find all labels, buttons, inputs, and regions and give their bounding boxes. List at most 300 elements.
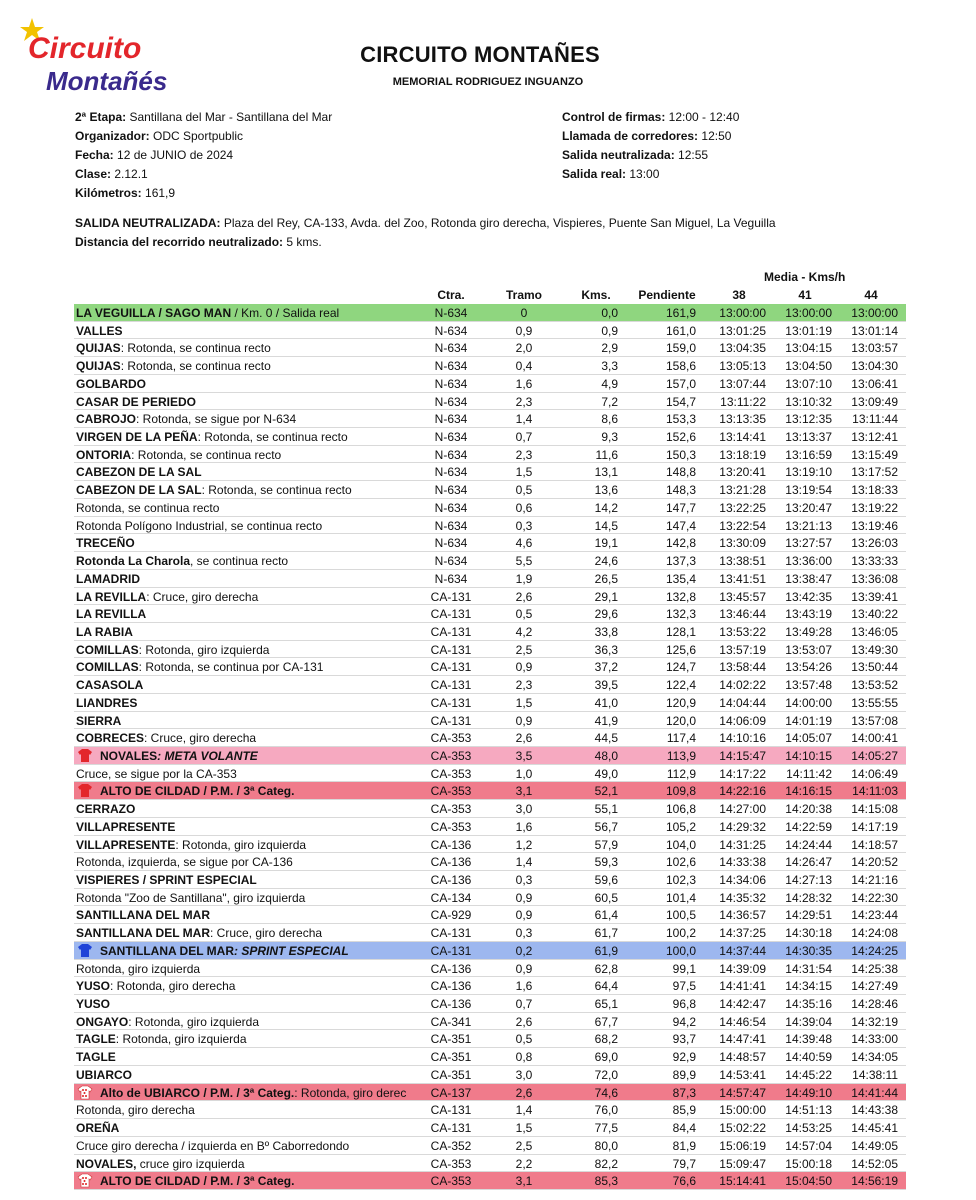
row-tramo: 0,9: [515, 961, 533, 976]
row-tramo: 1,2: [515, 837, 533, 852]
row-pend: 148,8: [665, 465, 696, 480]
row-place-note: , se continua recto: [190, 554, 289, 569]
row-tramo: 0: [520, 306, 528, 320]
table-row: [74, 694, 906, 712]
info_left-label: Fecha:: [75, 148, 114, 162]
row-place: [76, 483, 416, 497]
row-t44: 14:00:41: [851, 731, 898, 746]
neutral-value: Plaza del Rey, CA-133, Avda. del Zoo, Rotonda giro derecha, Vispieres, Puente San Miguel, La Veguilla: [220, 216, 776, 230]
row-kms: 13,6: [594, 483, 618, 498]
row-kms: 60,5: [594, 890, 618, 905]
row-place-name: LIANDRES: [76, 695, 138, 710]
row-place: [76, 625, 416, 639]
row-t44: 14:28:46: [851, 997, 898, 1012]
row-t41: 13:54:26: [785, 660, 832, 675]
row-t38: 14:42:47: [719, 997, 766, 1012]
row-t38: 14:17:22: [719, 766, 766, 781]
row-t41: 14:40:59: [785, 1050, 832, 1065]
row-place-note: Rotonda, giro derecha: [76, 1103, 195, 1118]
row-pend: 161,9: [665, 306, 696, 320]
row-place: [76, 430, 416, 444]
row-t41: 13:36:00: [785, 554, 832, 569]
row-pend: 117,4: [666, 731, 696, 746]
row-place-name: QUIJAS: [76, 359, 121, 374]
row-ctra: CA-136: [430, 855, 472, 870]
row-place-name: LA REVILLA: [76, 589, 147, 604]
row-t38: 13:53:22: [719, 624, 766, 639]
row-t38: 14:15:47: [719, 748, 766, 763]
row-tramo: 1,9: [515, 571, 533, 586]
polka-jersey-icon: [78, 1086, 92, 1099]
row-tramo: 0,9: [515, 660, 533, 675]
row-pend: 89,9: [672, 1067, 696, 1082]
row-kms: 74,6: [594, 1085, 618, 1100]
row-t38: 14:31:25: [719, 837, 766, 852]
row-kms: 8,6: [601, 412, 618, 427]
row-pend: 128,1: [665, 624, 696, 639]
neutral-line: [75, 214, 935, 233]
row-t38: 14:22:16: [719, 784, 766, 799]
col-speed-44: 44: [864, 288, 878, 302]
row-t41: 14:11:42: [786, 766, 832, 781]
row-t41: 14:01:19: [785, 713, 832, 728]
table-row: [74, 853, 906, 871]
row-place: [76, 802, 416, 816]
row-ctra: N-634: [434, 465, 468, 480]
row-pend: 159,0: [665, 341, 696, 356]
row-place-note: : Rotonda, se continua por CA-131: [138, 660, 324, 675]
info_left-label: Kilómetros:: [75, 186, 142, 200]
row-t44: 13:50:44: [851, 660, 898, 675]
row-t44: 13:49:30: [851, 642, 898, 657]
row-pend: 112,9: [666, 766, 696, 781]
row-ctra: CA-137: [430, 1085, 472, 1100]
row-place: [76, 554, 416, 568]
row-kms: 55,1: [594, 802, 618, 817]
row-ctra: N-634: [434, 306, 468, 320]
row-t44: 14:38:11: [852, 1067, 898, 1082]
row-tramo: 0,8: [515, 1050, 533, 1065]
row-tramo: 0,7: [515, 430, 533, 445]
row-place-name: SANTILLANA DEL MAR: [76, 926, 210, 941]
row-t41: 13:04:15: [785, 341, 832, 356]
row-t44: 13:33:33: [851, 554, 898, 569]
route-table: [74, 304, 906, 1190]
info_left-value: 2.12.1: [111, 167, 148, 181]
table-row: [74, 871, 906, 889]
row-place-note: : Rotonda, se continua recto: [131, 447, 282, 462]
row-place-note: Rotonda "Zoo de Santillana", giro izquierda: [76, 890, 306, 905]
row-place-name: LA RABIA: [76, 624, 133, 639]
row-t44: 14:24:08: [851, 926, 898, 941]
table-row: [74, 1172, 906, 1190]
row-t44: 14:32:19: [851, 1014, 898, 1029]
table-row: [74, 712, 906, 730]
row-t38: 14:27:00: [719, 802, 766, 817]
row-tramo: 5,5: [515, 554, 533, 569]
col-speed-41: 41: [798, 288, 812, 302]
row-tramo: 0,9: [515, 713, 533, 728]
row-t41: 13:53:07: [785, 642, 832, 657]
row-place: [76, 1050, 416, 1064]
info_right-line: [562, 146, 922, 165]
row-ctra: CA-134: [430, 890, 472, 905]
row-tramo: 1,6: [515, 979, 533, 994]
table-row: [74, 1030, 906, 1048]
row-ctra: N-634: [434, 323, 468, 338]
red-jersey-icon: [78, 784, 92, 797]
row-place-note: : Rotonda, se continua recto: [120, 341, 271, 356]
row-place: [76, 997, 416, 1011]
row-tramo: 3,0: [515, 1067, 533, 1082]
row-ctra: CA-131: [430, 695, 472, 710]
row-kms: 33,8: [594, 624, 618, 639]
row-ctra: CA-353: [430, 1156, 472, 1171]
row-kms: 0,9: [601, 323, 618, 338]
row-t44: 13:15:49: [851, 447, 898, 462]
row-t44: 13:26:03: [851, 536, 898, 551]
row-place: [76, 838, 416, 852]
row-place-name: TRECEÑO: [76, 536, 135, 551]
table-row: [74, 339, 906, 357]
row-kms: 68,2: [594, 1032, 618, 1047]
row-kms: 82,2: [594, 1156, 618, 1171]
row-ctra: N-634: [434, 447, 468, 462]
page-title: CIRCUITO MONTAÑES: [360, 42, 600, 67]
row-place: [76, 962, 416, 976]
row-t38: 13:11:22: [720, 394, 766, 409]
row-t41: 14:30:18: [785, 926, 832, 941]
row-pend: 147,4: [665, 518, 696, 533]
row-t38: 14:39:09: [719, 961, 766, 976]
row-ctra: CA-136: [430, 837, 472, 852]
row-place: [76, 341, 416, 355]
info_right-value: 12:00 - 12:40: [665, 110, 740, 124]
row-place-name: LA VEGUILLA / SAGO MAN: [76, 306, 232, 320]
row-place: [76, 714, 416, 728]
row-t38: 14:48:57: [719, 1050, 766, 1065]
table-row: [74, 1101, 906, 1119]
row-t38: 13:00:00: [719, 306, 766, 320]
row-place-name: ALTO DE CILDAD / P.M. / 3ª Categ.: [100, 1174, 295, 1189]
row-pend: 161,0: [665, 323, 696, 338]
row-place-name: NOVALES: [100, 748, 158, 763]
row-place-name: CERRAZO: [76, 802, 136, 817]
row-t41: 14:10:15: [785, 748, 832, 763]
row-pend: 148,3: [665, 483, 696, 498]
row-tramo: 0,3: [515, 873, 533, 887]
table-row: [74, 552, 906, 570]
table-row: [74, 410, 906, 428]
info_left-value: 161,9: [141, 186, 176, 200]
row-t38: 13:30:09: [719, 536, 766, 551]
row-place: [76, 536, 416, 550]
row-place: [100, 1174, 416, 1188]
row-t41: 13:13:37: [785, 430, 832, 445]
row-ctra: N-634: [434, 554, 468, 569]
table-row: [74, 836, 906, 854]
row-t44: 14:41:44: [851, 1085, 898, 1100]
row-t44: 14:06:49: [851, 766, 898, 781]
row-pend: 84,4: [672, 1121, 696, 1136]
row-t44: 14:20:52: [851, 855, 898, 870]
row-kms: 61,4: [594, 908, 618, 923]
row-ctra: CA-353: [430, 766, 472, 781]
row-ctra: CA-353: [430, 819, 472, 834]
row-t41: 13:19:54: [785, 483, 832, 498]
row-pend: 102,3: [665, 873, 696, 887]
row-pend: 76,6: [672, 1174, 696, 1189]
row-ctra: N-634: [434, 571, 468, 586]
row-t41: 14:26:47: [785, 855, 832, 870]
row-tramo: 4,2: [515, 624, 533, 639]
row-t41: 13:27:57: [785, 536, 832, 551]
table-row: [74, 800, 906, 818]
row-t44: 14:18:57: [851, 837, 898, 852]
row-t38: 15:02:22: [719, 1121, 766, 1136]
row-kms: 19,1: [594, 536, 618, 551]
row-ctra: CA-351: [430, 1050, 472, 1065]
row-place-name: YUSO: [76, 997, 111, 1012]
row-t38: 13:45:57: [719, 589, 766, 604]
row-place-name: ONGAYO: [76, 1014, 129, 1029]
row-place-name: UBIARCO: [76, 1067, 132, 1082]
info_right-value: 12:55: [674, 148, 709, 162]
row-t44: 14:15:08: [851, 802, 898, 817]
table-row: [74, 1155, 906, 1173]
row-kms: 57,9: [594, 837, 618, 852]
row-kms: 80,0: [594, 1138, 618, 1153]
row-t41: 13:07:10: [785, 376, 832, 391]
row-t38: 14:10:16: [719, 731, 766, 746]
row-tramo: 1,5: [515, 695, 533, 710]
row-kms: 2,9: [601, 341, 618, 356]
row-tramo: 0,6: [515, 500, 533, 515]
row-ctra: N-634: [434, 341, 468, 356]
row-t38: 14:46:54: [719, 1014, 766, 1029]
row-t41: 14:05:07: [785, 731, 832, 746]
info_left-label: Organizador:: [75, 129, 150, 143]
row-t38: 14:37:44: [719, 943, 766, 958]
row-place-note: : Rotonda, giro derecha: [110, 979, 236, 994]
row-place: [76, 590, 416, 604]
table-row: [74, 889, 906, 907]
table-row: [74, 729, 906, 747]
row-pend: 102,6: [665, 855, 696, 870]
row-tramo: 2,3: [515, 394, 533, 409]
row-pend: 94,2: [672, 1014, 696, 1029]
row-tramo: 2,6: [515, 589, 533, 604]
table-row: [74, 623, 906, 641]
row-place: [76, 678, 416, 692]
row-place: [76, 767, 416, 781]
row-ctra: CA-131: [430, 589, 472, 604]
row-t41: 14:39:48: [785, 1032, 832, 1047]
table-row: [74, 676, 906, 694]
row-t38: 13:57:19: [719, 642, 766, 657]
row-ctra: CA-131: [430, 1121, 472, 1136]
row-place: [76, 395, 416, 409]
row-place: [76, 448, 416, 462]
row-place: [76, 643, 416, 657]
row-pend: 99,1: [672, 961, 696, 976]
table-row: [74, 588, 906, 606]
table-row: [74, 995, 906, 1013]
row-tramo: 2,3: [515, 447, 533, 462]
row-tramo: 2,6: [515, 1085, 533, 1100]
info_left-label: Clase:: [75, 167, 112, 181]
row-place-name: VILLAPRESENTE: [76, 819, 176, 834]
row-t38: 14:29:32: [719, 819, 766, 834]
row-place: [76, 1068, 416, 1082]
row-t44: 13:19:22: [851, 500, 898, 515]
row-kms: 11,6: [595, 447, 618, 462]
row-place-note: : Cruce, giro derecha: [144, 731, 257, 746]
row-pend: 158,6: [665, 359, 696, 374]
row-kms: 61,7: [594, 926, 618, 941]
row-tramo: 2,0: [515, 341, 533, 356]
row-place-note: / Km. 0 / Salida real: [231, 306, 340, 320]
row-t38: 13:22:54: [719, 518, 766, 533]
info_right-value: 13:00: [626, 167, 660, 181]
row-kms: 4,9: [601, 376, 618, 391]
table-header: [74, 286, 906, 303]
row-place-note: Rotonda, izquierda, se sigue por CA-136: [76, 855, 293, 870]
table-row: [74, 924, 906, 942]
row-place-name: LA REVILLA: [76, 607, 147, 622]
row-pend: 79,7: [672, 1156, 696, 1171]
row-t44: 13:18:33: [851, 483, 898, 498]
row-t41: 13:04:50: [785, 359, 832, 374]
row-kms: 29,6: [594, 607, 618, 622]
row-place-name: QUIJAS: [76, 341, 121, 356]
info_left-line: [75, 165, 495, 184]
row-t41: 15:00:18: [785, 1156, 832, 1171]
logo-line1: Circuito: [28, 32, 142, 65]
row-ctra: CA-131: [430, 926, 472, 941]
row-place: [76, 926, 416, 940]
row-place-note: : Rotonda, se continua recto: [197, 430, 348, 445]
row-t44: 14:45:41: [851, 1121, 898, 1136]
row-ctra: N-634: [434, 394, 468, 409]
row-place: [76, 519, 416, 533]
row-t41: 13:16:59: [785, 447, 832, 462]
row-ctra: CA-352: [430, 1138, 472, 1153]
row-t44: 14:43:38: [851, 1103, 898, 1118]
row-t44: 13:17:52: [851, 465, 898, 480]
row-t41: 14:35:16: [785, 997, 832, 1012]
row-pend: 100,0: [665, 943, 696, 958]
row-t41: 14:29:51: [785, 908, 832, 923]
row-place-name: VALLES: [76, 323, 123, 338]
table-row: [74, 782, 906, 800]
info_right-label: Salida neutralizada:: [562, 148, 675, 162]
info_left-line: [75, 146, 495, 165]
row-place-name: VILLAPRESENTE: [76, 837, 176, 852]
row-t44: 14:34:05: [851, 1050, 898, 1065]
row-kms: 13,1: [594, 465, 618, 480]
row-t38: 14:33:38: [719, 855, 766, 870]
row-ctra: CA-131: [430, 624, 472, 639]
table-row: [74, 428, 906, 446]
col-ctra: Ctra.: [437, 288, 465, 302]
row-tramo: 4,6: [515, 536, 533, 551]
row-t44: 14:17:19: [851, 819, 898, 834]
row-t44: 13:03:57: [851, 341, 898, 356]
row-place: [100, 784, 416, 798]
row-ctra: CA-131: [430, 678, 472, 693]
table-row: [74, 570, 906, 588]
stage-info: [75, 108, 495, 203]
table-row: [74, 357, 906, 375]
row-t41: 14:53:25: [785, 1121, 832, 1136]
row-t38: 14:04:44: [719, 695, 766, 710]
row-place: [76, 324, 416, 338]
row-t38: 13:05:13: [719, 359, 766, 374]
row-tramo: 0,3: [515, 926, 533, 941]
row-tramo: 2,3: [515, 678, 533, 693]
row-place-note: : Rotonda, giro izquierda: [138, 642, 270, 657]
row-place-name: CASASOLA: [76, 678, 144, 693]
row-place: [76, 377, 416, 391]
row-ctra: CA-929: [430, 908, 472, 923]
row-t41: 14:34:15: [785, 979, 832, 994]
row-kms: 77,5: [594, 1121, 618, 1136]
row-t38: 13:21:28: [719, 483, 766, 498]
table-row: [74, 818, 906, 836]
row-t44: 14:27:49: [851, 979, 898, 994]
row-t41: 14:27:13: [785, 873, 832, 887]
row-t44: 13:00:00: [851, 306, 898, 320]
row-tramo: 3,1: [515, 1174, 533, 1189]
row-place: [76, 908, 416, 922]
table-row: [74, 942, 906, 960]
row-place: [100, 944, 416, 958]
row-tramo: 3,5: [515, 748, 533, 763]
neutral-start-info: [75, 214, 935, 252]
row-pend: 93,7: [672, 1032, 696, 1047]
row-place-name: CABEZON DE LA SAL: [76, 465, 202, 480]
row-t44: 14:05:27: [851, 748, 898, 763]
row-t44: 13:36:08: [851, 571, 898, 586]
row-place-note: Cruce giro derecha / izquierda en Bº Caborredondo: [76, 1138, 350, 1153]
row-pend: 137,3: [665, 554, 696, 569]
row-t38: 14:53:41: [719, 1067, 766, 1082]
row-t41: 14:00:00: [785, 695, 832, 710]
row-place-name: COBRECES: [76, 731, 145, 746]
row-ctra: N-634: [434, 536, 468, 551]
row-t44: 13:12:41: [851, 430, 898, 445]
row-place: [76, 660, 416, 674]
row-place-name: SANTILLANA DEL MAR: [76, 908, 210, 923]
row-t41: 13:10:32: [785, 394, 832, 409]
row-t38: 14:37:25: [719, 926, 766, 941]
row-tramo: 1,6: [515, 376, 533, 391]
table-row: [74, 960, 906, 978]
row-place-note: Rotonda Polígono Industrial, se continua recto: [76, 518, 323, 533]
row-pend: 109,8: [665, 784, 696, 799]
row-t38: 14:34:06: [719, 873, 766, 887]
row-place: [76, 306, 416, 320]
row-t38: 13:46:44: [719, 607, 766, 622]
row-place-name: LAMADRID: [76, 571, 140, 586]
row-place: [76, 501, 416, 515]
row-place: [100, 749, 416, 763]
row-place: [76, 696, 416, 710]
row-t44: 13:06:41: [851, 376, 898, 391]
row-place: [76, 1157, 416, 1171]
row-t41: 14:30:35: [785, 943, 832, 958]
